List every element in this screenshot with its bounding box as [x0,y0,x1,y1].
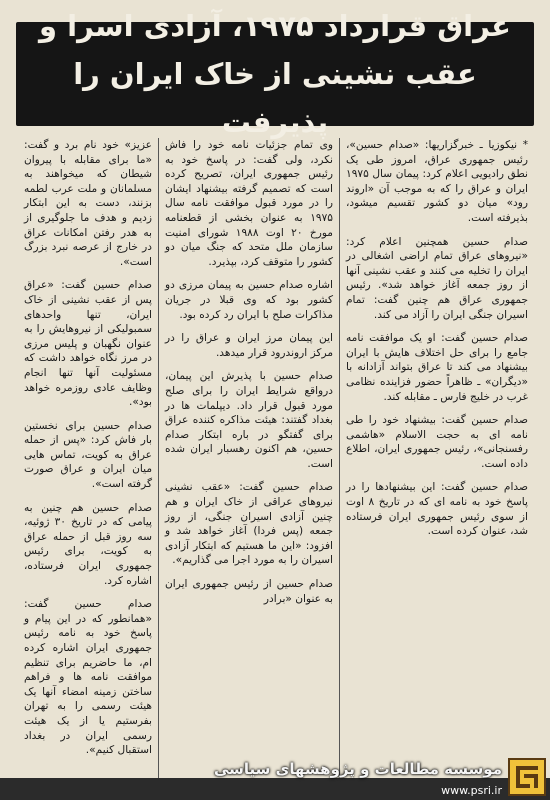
paragraph: صدام حسین از رئیس جمهوری ایران به عنوان «برادر [165,578,333,605]
paragraph: صدام حسین گفت: بیشنهاد خود را طی نامه ای به حجت الاسلام «هاشمی رفسنجانی»، رئیس جمهوری ایران، اطلاع داده است. [346,414,528,470]
psri-logo-icon [508,758,546,796]
paragraph: وی تمام جزئیات نامه خود را فاش نکرد، ولی گفت: در پاسخ خود به رئیس جمهوری ایران، تصریح کرده است که تصمیم گرفته بیشنهاد ایشان را در مورد قبول موافقت نامه سال ۱۹۷۵ به عنوان بخشی از قطعنامه مورخ ۲۰ اوت ۱۹۸۸ شورای امنیت سازمان ملل متحد که جنگ میان دو کشور را متوقف کرد، بپذیرد. [165,139,333,268]
headline-line-1: عراق قرارداد ۱۹۷۵، آزادی اسرا و [39,9,511,43]
paragraph: عزیز» خود نام برد و گفت: «ما برای مقابله با پیروان شیطان که میخواهند به مسلمانان و ملت عرب لطمه بزنند، دست به این ابتکار زدیم و هدف ما جلوگیری از به هدر رفتن امکانات عراق در خارج از عرصه نبرد بزرگ است». [24,139,152,268]
paragraph: صدام حسین هم چنین به پیامی که در تاریخ ۳۰ ژوئیه، سه روز قبل از حمله عراق به کویت، برای رئیس جمهوری ایران فرستاده، اشاره کرد. [24,501,153,587]
paragraph: صدام حسین گفت: «همانطور که در این پیام و پاسخ خود به نامه رئیس جمهوری ایران اشاره کرده ام، ما حاضریم برای تنظیم موافقت نامه ها و فراهم ساختن زمینه امضاء آنها یک هیئت رسمی را به تهران بفرستیم یا از یک هیئت رسمی ایران در بغداد استقبال کنیم». [24,598,152,757]
headline-line-2: عقب نشینی از خاک ایران را پذیرفت [73,57,477,139]
paragraph: * نیکوزیا ـ خبرگزاریها: «صدام حسین»، رئیس جمهوری عراق، امروز طی یک نطق رادیویی اعلام کرد: پیمان سال ۱۹۷۵ ایران و عراق را که به موجب آن «اروند رود» میان دو کشور تقسیم میشود، بذیرفته است. [346,139,528,224]
paragraph: صدام حسین با پذیرش این پیمان، درواقع شرایط ایران را برای صلح مورد قبول قرار داد. دیپلمات ها در بغداد گفتند: هیئت مذاکره کننده عراق برای گفتگو در باره ابتکار صدام حسین، هم اکنون رهسبار ایران شده است. [165,370,333,470]
paragraph: صدام حسین گفت: «عقب نشینی نیروهای عراقی از خاک ایران و هم چنین آزادی اسیران جنگی، از روز جمعه (پس فردا) آغاز خواهد شد و افزود: «این ما هستیم که ابتکار آزادی اسیران را به مورد اجرا می گذاریم». [165,481,333,567]
paragraph: صدام حسین همچنین اعلام کرد: «نیروهای عراق تمام اراضی اشغالی در ایران را تخلیه می کنند و عقب نشینی آنها از روز جمعه آغاز خواهد شد». رئیس جمهوری عراق هم چنین گفت: تمام اسیران جنگی ایران را آزاد می کند. [346,235,528,321]
watermark-org-name: موسسه مطالعات و پژوهشهای سیاسی [213,760,502,778]
paragraph: صدام حسین گفت: این بیشنهادها را در پاسخ خود به نامه ای که در تاریخ ۸ اوت از سوی رئیس جمهوری ایران فرستاده شد، عنوان کرده است. [346,481,528,538]
article-column-right [340,138,534,778]
headline-banner [16,9,534,139]
article-column-middle [158,138,340,778]
paragraph: این پیمان مرز ایران و عراق را در مرکز اروندرود قرار میدهد. [165,332,333,359]
paragraph: صدام حسین گفت: «عراق پس از عقب نشینی از خاک ایران، تنها واحدهای سمبولیکی از نیروهایش را به عنوان نگهبان و پلیس مرزی در مرز نگاه خواهد داشت که مسئولیت آنها تنها انجام وظایف عادی روزمره خواهد بود». [24,279,152,409]
article-column-left [18,138,158,778]
paragraph: صدام حسین گفت: او یک موافقت نامه جامع را برای حل اختلاف هایش با ایران بیشنهاد می کند تا عراق بتواند آزادانه با «دیگران» ـ ظاهراً حضور فزاینده نظامی غرب در خلیج فارس ـ مقابله کند. [346,332,528,403]
article-columns [18,138,534,778]
paragraph: اشاره صدام حسین به پیمان مرزی دو کشور بود که وی قبلا در جریان مذاکرات صلح با ایران رد کرده بود. [165,279,333,321]
watermark-url: www.psri.ir [441,784,502,797]
paragraph: صدام حسین برای نخستین بار فاش کرد: «پس از حمله عراق به کویت، تماس هایی میان ایران و عراق صورت گرفته است». [24,419,152,491]
